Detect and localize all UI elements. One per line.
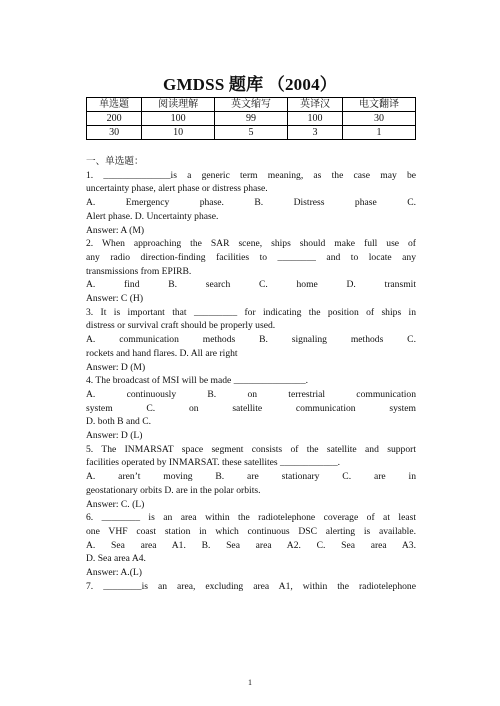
table-cell: 电文翻译 <box>343 98 416 112</box>
text-line: D. Sea area A4. <box>86 553 146 565</box>
text-line: 5. The INMARSAT space segment consists of the satellite and support <box>86 443 416 455</box>
text-line: transmissions from EPIRB. <box>86 265 192 277</box>
table-cell: 英译汉 <box>287 98 342 112</box>
text-line: Answer: A.(L) <box>86 567 142 579</box>
text-line: rockets and hand flares. D. All are right <box>86 347 238 359</box>
table-cell: 100 <box>287 112 342 126</box>
table-cell: 英文缩写 <box>215 98 288 112</box>
text-line: any radio direction-finding facilities to ________ and to locate any <box>86 251 416 263</box>
question-count-table <box>86 97 416 140</box>
table-cell: 1 <box>343 126 416 140</box>
page-number: 1 <box>248 678 252 687</box>
text-line: geostationary orbits D. are in the polar orbits. <box>86 484 261 496</box>
text-line: A. Emergency phase. B. Distress phase C. <box>86 197 416 209</box>
text-line: 1. ______________is a generic term meaning, as the case may be <box>86 169 416 181</box>
text-line: Answer: C. (L) <box>86 498 145 510</box>
text-line: distress or survival craft should be properly used. <box>86 320 276 332</box>
table-cell: 阅读理解 <box>142 98 215 112</box>
document-body <box>86 155 416 594</box>
text-line: 6. ________ is an area within the radiotelephone coverage of at least <box>86 512 416 524</box>
table-header-row <box>87 98 416 112</box>
table-cell: 单选题 <box>87 98 142 112</box>
text-line: A. find B. search C. home D. transmit <box>86 279 416 291</box>
text-line: 2. When approaching the SAR scene, ships should make full use of <box>86 238 416 250</box>
text-line: Answer: D (M) <box>86 361 146 373</box>
page-title: GMDSS 题库 （2004） <box>163 75 337 94</box>
text-line: one VHF coast station in which continuous DSC alerting is available. <box>86 525 416 537</box>
text-line: A. Sea area A1. B. Sea area A2. C. Sea area A3. <box>86 539 416 551</box>
text-line: A. aren’t moving B. are stationary C. are in <box>86 471 416 483</box>
table-cell: 30 <box>87 126 142 140</box>
text-line: 7. ________is an area, excluding area A1, within the radiotelephone <box>86 580 416 592</box>
text-line: facilities operated by INMARSAT. these satellites ____________. <box>86 457 341 469</box>
table-cell: 3 <box>287 126 342 140</box>
table-cell: 5 <box>215 126 288 140</box>
table-cell: 99 <box>215 112 288 126</box>
text-line: 3. It is important that _________ for indicating the position of ships in <box>86 306 416 318</box>
table-cell: 30 <box>343 112 416 126</box>
text-line: Answer: D (L) <box>86 430 143 442</box>
text-line: Answer: A (M) <box>86 224 145 236</box>
table-cell: 200 <box>87 112 142 126</box>
text-line: A. continuously B. on terrestrial communication <box>86 388 416 400</box>
table-cell: 10 <box>142 126 215 140</box>
table-row <box>87 126 416 140</box>
table-cell: 100 <box>142 112 215 126</box>
text-line: 4. The broadcast of MSI will be made _______________. <box>86 375 309 387</box>
table-row <box>87 112 416 126</box>
text-line: system C. on satellite communication system <box>86 402 416 414</box>
text-line: D. both B and C. <box>86 416 152 428</box>
text-line: A. communication methods B. signaling methods C. <box>86 334 416 346</box>
text-line: Answer: C (H) <box>86 293 144 305</box>
text-line: uncertainty phase, alert phase or distress phase. <box>86 183 268 195</box>
text-line: Alert phase. D. Uncertainty phase. <box>86 210 219 222</box>
section-heading: 一、单选题： <box>86 156 144 167</box>
